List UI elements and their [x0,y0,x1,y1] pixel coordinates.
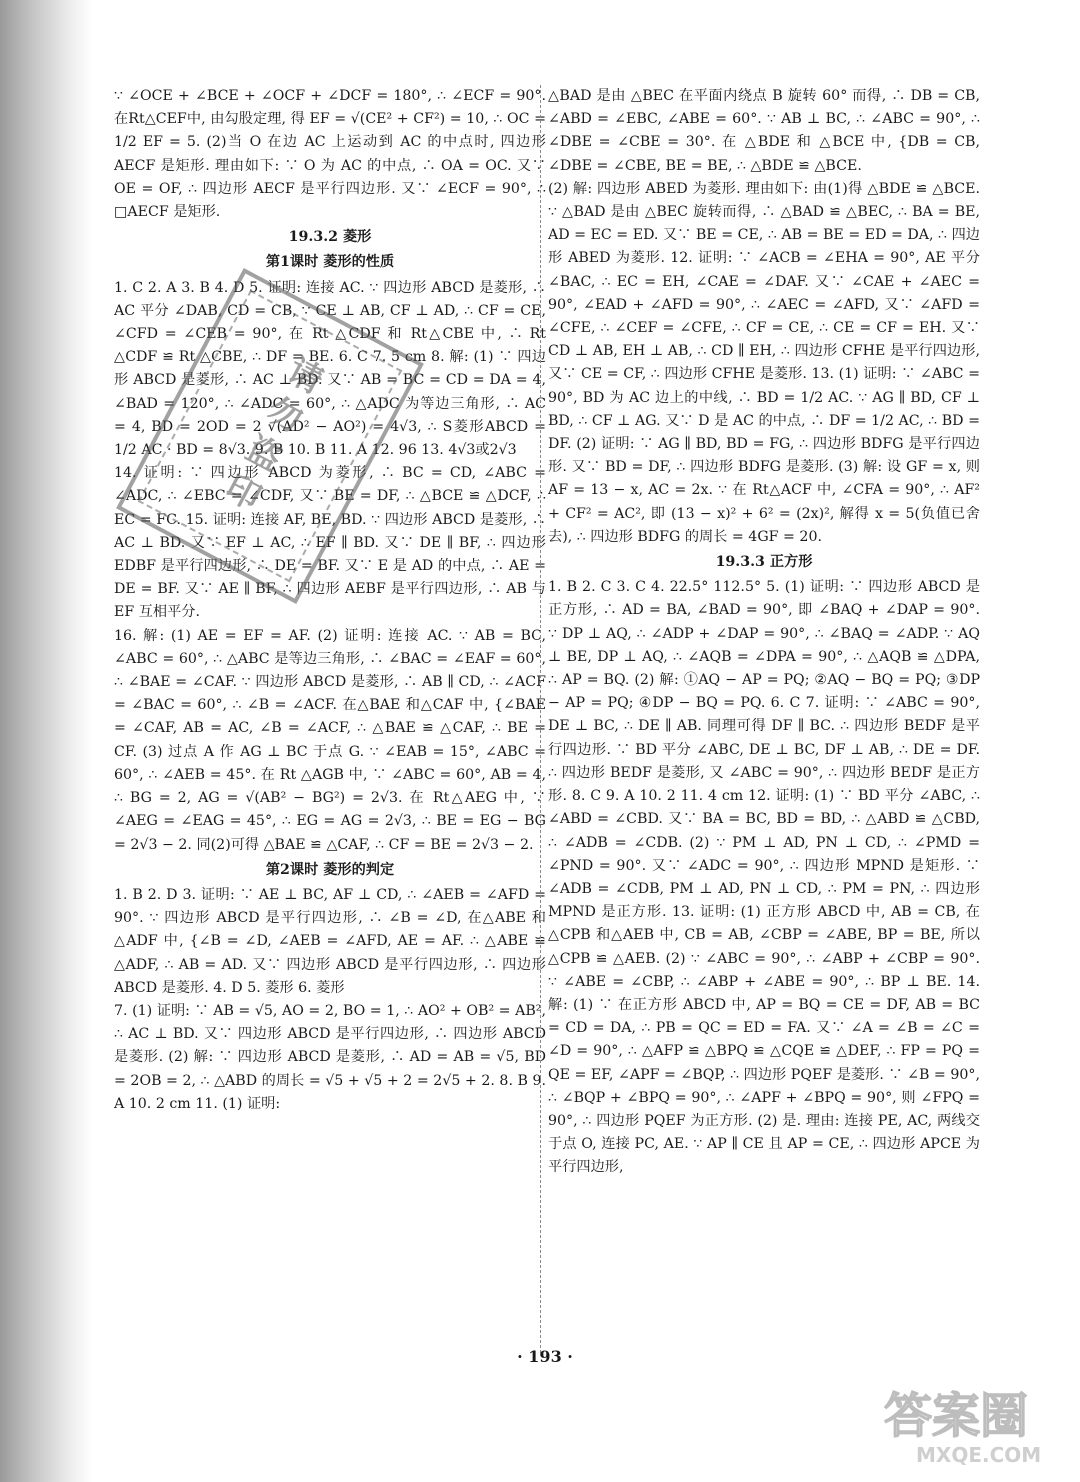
right-block-1: △BAD 是由 △BEC 在平面内绕点 B 旋转 60° 而得, ∴ DB = CB, ∠ABD = ∠EBC, ∠ABE = 60°. ∵ AB ⊥ BC, ∴ ∠ABC = 90°, ∴ ∠DBE = ∠CBE = 30°. 在 △BDE 和 △BCE 中, {DB = CB, ∠DBE = ∠CBE, BE = BE, ∴ △BDE ≌ △BCE. [548,88,980,174]
watermark-sub-text: MXQE.COM [916,1443,1042,1467]
left-block-6: 7. (1) 证明: ∵ AB = √5, AO = 2, BO = 1, ∴ AO² + OB² = AB², ∴ AC ⊥ BD. 又∵ 四边形 ABCD 是平行四边形, ∴ 四边形 ABCD 是菱形. (2) 解: ∵ 四边形 ABCD 是菱形, ∴ AD = AB = √5, BD = 2OB = 2, ∴ △ABD 的周长 = √5 + √5 + 2 = 2√5 + 2. 8. B 9. A 10. 2 cm 11. (1) 证明: [114,1002,546,1112]
watermark-main-text: 答案圈 [884,1388,1029,1444]
lesson-heading-rhombus-properties: 第1课时 菱形的性质 [265,254,395,271]
right-column [548,85,980,1353]
answer-page [100,85,990,1385]
left-block-3: 14. 证明: ∵ 四边形 ABCD 为菱形, ∴ BC = CD, ∠ABC = ∠ADC, ∴ ∠EBC = ∠CDF, 又∵ BE = DF, ∴ △BCE ≌ △DCF, ∴ EC = FC. 15. 证明: 连接 AF, BE, BD. ∵ 四边形 ABCD 是菱形, ∴ AC ⊥ BD. 又∵ EF ⊥ AC, ∴ EF ∥ BD. 又∵ DE ∥ BF, ∴ 四边形 EDBF 是平行四边形, ∴ DE = BF. 又∵ E 是 AD 的中点, ∴ AE = DE = BF. 又∵ AE ∥ BF, ∴ 四边形 AEBF 是平行四边形, ∴ AB 与 EF 互相平分. [114,465,546,621]
column-divider [540,85,541,1353]
right-block-2: (2) 解: 四边形 ABED 为菱形. 理由如下: 由(1)得 △BDE ≌ △BCE. ∵ △BAD 是由 △BEC 旋转而得, ∴ △BAD ≌ △BEC, ∴ BA = BE, AD = EC = ED. 又∵ BE = CE, ∴ AB = BE = ED = DA, ∴ 四边形 ABED 为菱形. 12. 证明: ∵ ∠ACB = ∠EHA = 90°, AE 平分 ∠BAC, ∴ EC = EH, ∠CAE = ∠DAF. 又∵ ∠CAE + ∠AEC = 90°, ∠EAD + ∠AFD = 90°, ∴ ∠AEC = ∠AFD, 又∵ ∠AFD = ∠CFE, ∴ ∠CEF = ∠CFE, ∴ CF = CE, ∴ CE = CF = EH. 又∵ CD ⊥ AB, EH ⊥ AB, ∴ CD ∥ EH, ∴ 四边形 CFHE 是平行四边形, 又∵ CE = CF, ∴ 四边形 CFHE 是菱形. 13. (1) 证明: ∵ ∠ABC = 90°, BD 为 AC 边上的中线, ∴ BD = 1/2 AC. ∵ AG ∥ BD, CF ⊥ BD, ∴ CF ⊥ AG. 又∵ D 是 AC 的中点, ∴ DF = 1/2 AC, ∴ BD = DF. (2) 证明: ∵ AG ∥ BD, BD = FG, ∴ 四边形 BDFG 是平行四边形. 又∵ BD = DF, ∴ 四边形 BDFG 是菱形. (3) 解: 设 GF = x, 则 AF = 13 − x, AC = 2x. ∵ 在 Rt△ACF 中, ∠CFA = 90°, ∴ AF² + CF² = AC², 即 (13 − x)² + 6² = (2x)², 解得 x = 5(负值已舍去), ∴ 四边形 BDFG 的周长 = 4GF = 20. [548,180,980,545]
stamp-text: 请勿盗印 [138,290,403,583]
right-block-3: 1. B 2. C 3. C 4. 22.5° 112.5° 5. (1) 证明: ∵ 四边形 ABCD 是正方形, ∴ AD = BA, ∠BAD = 90°, 即 ∠BAQ + ∠DAP = 90°. ∵ DP ⊥ AQ, ∴ ∠ADP + ∠DAP = 90°, ∴ ∠BAQ = ∠ADP. ∵ AQ ⊥ BE, DP ⊥ AQ, ∴ ∠AQB = ∠DPA = 90°, ∴ △AQB ≌ △DPA, ∴ AP = BQ. (2) 解: ①AQ − AP = PQ; ②AQ − BQ = PQ; ③DP − AP = PQ; ④DP − BQ = PQ. 6. C 7. 证明: ∵ ∠ABC = 90°, DE ⊥ BC, ∴ DE ∥ AB. 同理可得 DF ∥ BC. ∴ 四边形 BEDF 是平行四边形. ∵ BD 平分 ∠ABC, DE ⊥ BC, DF ⊥ AB, ∴ DE = DF. ∴ 四边形 BEDF 是菱形, 又 ∠ABC = 90°, ∴ 四边形 BEDF 是正方形. 8. C 9. A 10. 2 11. 4 cm 12. 证明: (1) ∵ BD 平分 ∠ABC, ∴ ∠ABD = ∠CBD. 又∵ BA = BC, BD = BD, ∴ △ABD ≌ △CBD, ∴ ∠ADB = ∠CDB. (2) ∵ PM ⊥ AD, PN ⊥ CD, ∴ ∠PMD = ∠PND = 90°. 又∵ ∠ADC = 90°, ∴ 四边形 MPND 是矩形. ∵ ∠ADB = ∠CDB, PM ⊥ AD, PN ⊥ CD, ∴ PM = PN, ∴ 四边形 MPND 是正方形. 13. 证明: (1) 正方形 ABCD 中, AB = CB, 在△CPB 和△AEB 中, CB = AB, ∠CBP = ∠ABE, BP = BE, 所以 △CPB ≌ △AEB. (2) ∵ ∠ABC = 90°, ∴ ∠ABP + ∠CBP = 90°. ∵ ∠ABE = ∠CBP, ∴ ∠ABP + ∠ABE = 90°, ∴ BP ⊥ BE. 14. 解: (1) ∵ 在正方形 ABCD 中, AP = BQ = CE = DF, AB = BC = CD = DA, ∴ PB = QC = ED = FA. 又∵ ∠A = ∠B = ∠C = ∠D = 90°, ∴ △AFP ≌ △BPQ ≌ △CQE ≌ △DEF, ∴ FP = PQ = QE = EF, ∠APF = ∠BQP, ∴ 四边形 PQEF 是菱形. ∵ ∠B = 90°, ∴ ∠BQP + ∠BPQ = 90°, ∴ ∠APF + ∠BPQ = 90°, 则 ∠FPQ = 90°, ∴ 四边形 PQEF 为正方形. (2) 是. 理由: 连接 PE, AC, 两线交于点 O, 连接 PC, AE. ∵ AP ∥ CE 且 AP = CE, ∴ 四边形 APCE 为平行四边形, [548,579,980,1176]
lesson-heading-rhombus-criteria: 第2课时 菱形的判定 [265,861,395,878]
left-block-5: 1. B 2. D 3. 证明: ∵ AE ⊥ BC, AF ⊥ CD, ∴ ∠AEB = ∠AFD = 90°. ∵ 四边形 ABCD 是平行四边形, ∴ ∠B = ∠D, 在△ABE 和△ADF 中, {∠B = ∠D, ∠AEB = ∠AFD, AE = AF. ∴ △ABE ≌ △ADF, ∴ AB = AD. 又∵ 四边形 ABCD 是平行四边形, ∴ 四边形 ABCD 是菱形. 4. D 5. 菱形 6. 菱形 [114,886,546,996]
binding-shadow [0,0,92,1482]
left-block-2: 1. C 2. A 3. B 4. D 5. 证明: 连接 AC. ∵ 四边形 ABCD 是菱形, ∴ AC 平分 ∠DAB, CD = CB, ∵ CE ⊥ AB, CF ⊥ AD, ∴ CF = CE, ∠CFD = ∠CEB = 90°, 在 Rt △CDF 和 Rt△CBE 中, ∴ Rt △CDF ≌ Rt △CBE, ∴ DF = BE. 6. C 7. 5 cm 8. 解: (1) ∵ 四边形 ABCD 是菱形, ∴ AC ⊥ BD. 又∵ AB = BC = CD = DA = 4, ∠BAD = 120°, ∴ ∠ADC = 60°, ∴ △ADC 为等边三角形, ∴ AC = 4, BD = 2OD = 2 √(AD² − AO²) = 4√3, ∴ S菱形ABCD = 1/2 AC · BD = 8√3. 9. B 10. B 11. A 12. 96 13. 4√3或2√3 [114,279,546,459]
section-heading-rhombus: 19.3.2 菱形 [288,229,372,246]
left-block-1: ∵ ∠OCE + ∠BCE + ∠OCF + ∠DCF = 180°, ∴ ∠ECF = 90°. 在Rt△CEF中, 由勾股定理, 得 EF = √(CE² + CF²) = 10, ∴ OC = 1/2 EF = 5. (2)当 O 在边 AC 上运动到 AC 的中点时, 四边形 AECF 是矩形. 理由如下: ∵ O 为 AC 的中点, ∴ OA = OC. 又∵ OE = OF, ∴ 四边形 AECF 是平行四边形. 又∵ ∠ECF = 90°, ∴ □AECF 是矩形. [114,88,546,221]
left-column [114,85,546,1353]
section-heading-square: 19.3.3 正方形 [715,554,813,571]
page-number: · 193 · [517,1347,573,1366]
left-block-4: 16. 解: (1) AE = EF = AF. (2) 证明: 连接 AC. ∵ AB = BC, ∠ABC = 60°, ∴ △ABC 是等边三角形, ∴ ∠BAC = ∠EAF = 60°, ∴ ∠BAE = ∠CAF. ∵ 四边形 ABCD 是菱形, ∴ AB ∥ CD, ∴ ∠ACF = ∠BAC = 60°, ∴ ∠B = ∠ACF. 在△BAE 和△CAF 中, {∠BAE = ∠CAF, AB = AC, ∠B = ∠ACF, ∴ △BAE ≌ △CAF, ∴ BE = CF. (3) 过点 A 作 AG ⊥ BC 于点 G. ∵ ∠EAB = 15°, ∠ABC = 60°, ∴ ∠AEB = 45°. 在 Rt △AGB 中, ∵ ∠ABC = 60°, AB = 4, ∴ BG = 2, AG = √(AB² − BG²) = 2√3. 在 Rt△AEG 中, ∵ ∠AEG = ∠EAG = 45°, ∴ EG = AG = 2√3, ∴ BE = EG − BG = 2√3 − 2. 同(2)可得 △BAE ≌ △CAF, ∴ CF = BE = 2√3 − 2. [114,627,546,853]
watermark-logo [876,1374,1066,1470]
